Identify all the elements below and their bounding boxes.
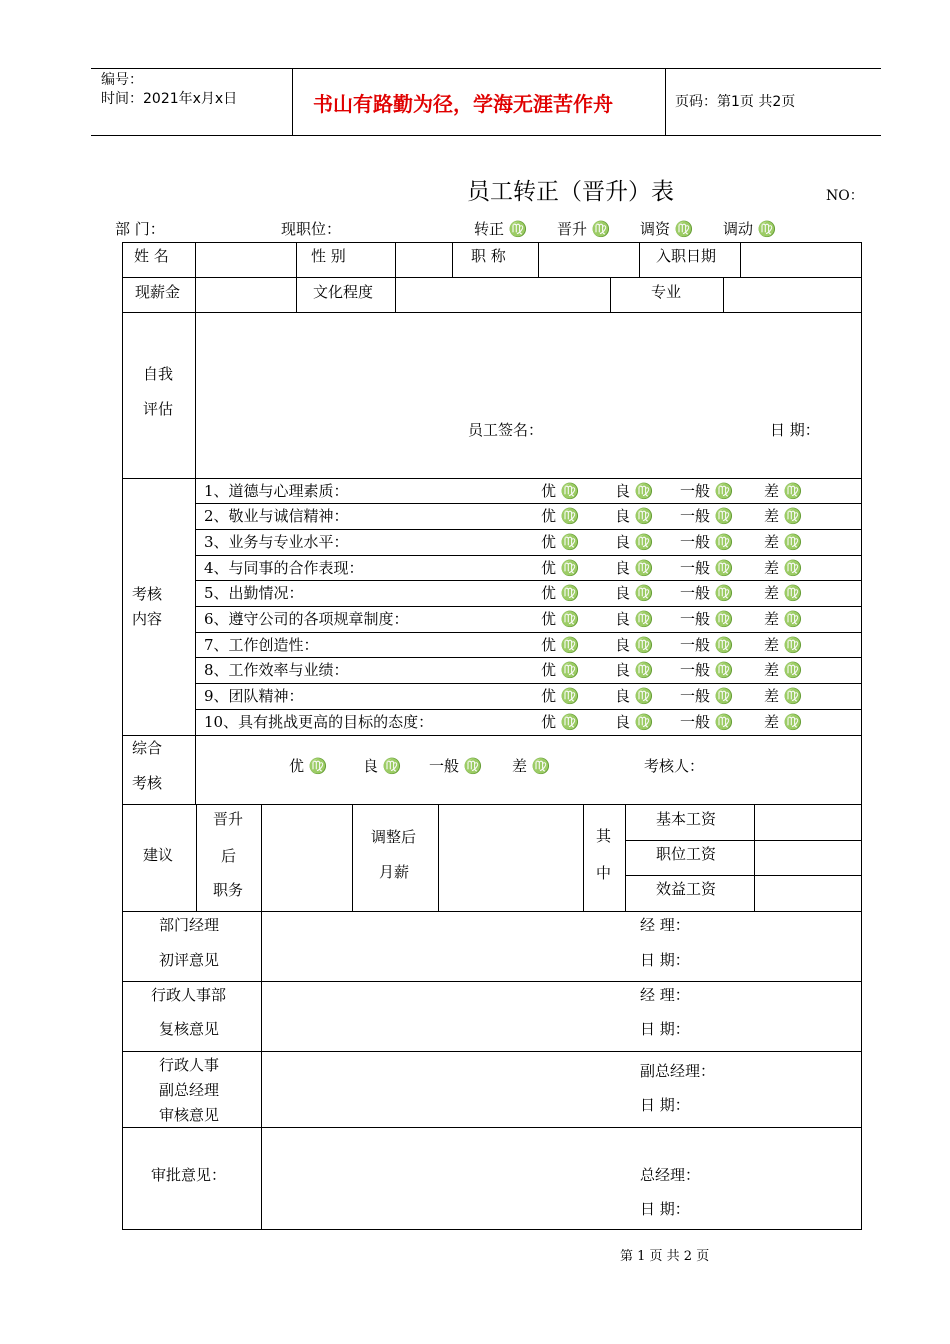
assessment-rating-excellent[interactable]: 优 ♍ <box>541 687 580 705</box>
dept-manager-date-label: 日 期： <box>640 951 690 969</box>
performance-pay-label: 效益工资 <box>656 880 717 898</box>
assessment-rating-good[interactable]: 良 ♍ <box>615 584 654 602</box>
education-field[interactable] <box>397 279 608 310</box>
hr-vp-date-label: 日 期： <box>640 1096 690 1114</box>
dept-manager-opinion-field[interactable] <box>263 913 633 979</box>
rule-self-eval <box>122 478 862 479</box>
education-label: 文化程度 <box>313 283 374 301</box>
assessment-item-label: 9、团队精神： <box>204 687 304 705</box>
rule-item-9 <box>195 709 861 710</box>
dept-manager-label-2: 初评意见 <box>159 951 220 969</box>
assessment-rating-poor[interactable]: 差 ♍ <box>764 584 803 602</box>
rule-row2 <box>122 312 862 313</box>
hire-date-label: 入职日期 <box>656 247 717 265</box>
assessment-rating-excellent[interactable]: 优 ♍ <box>541 636 580 654</box>
table-left-border <box>122 242 123 1230</box>
assessment-rating-average[interactable]: 一般 ♍ <box>680 559 734 577</box>
serial-label: 编号： <box>101 72 143 88</box>
type-regular[interactable]: 转正 ♍ <box>474 220 528 238</box>
overall-rating-excellent[interactable]: 优 ♍ <box>289 757 328 775</box>
rule-item-2 <box>195 529 861 530</box>
hr-vp-label-3: 审核意见 <box>159 1106 220 1124</box>
adjusted-salary-label-1: 调整后 <box>371 828 417 846</box>
rule-item-7 <box>195 657 861 658</box>
assessment-rating-poor[interactable]: 差 ♍ <box>764 482 803 500</box>
assessment-item-label: 4、与同事的合作表现： <box>204 559 364 577</box>
col-row1-g <box>740 242 741 277</box>
major-field[interactable] <box>725 279 859 310</box>
assessment-item-label: 7、工作创造性： <box>204 636 319 654</box>
assessment-rating-poor[interactable]: 差 ♍ <box>764 610 803 628</box>
basic-salary-field[interactable] <box>756 806 859 838</box>
col-sugg-d <box>438 804 439 911</box>
assessment-rating-good[interactable]: 良 ♍ <box>615 559 654 577</box>
assessment-item-label: 5、出勤情况： <box>204 584 304 602</box>
col-row1-d <box>452 242 453 277</box>
approval-opinion-field[interactable] <box>263 1129 633 1227</box>
assessment-rating-good[interactable]: 良 ♍ <box>615 687 654 705</box>
performance-pay-field[interactable] <box>756 877 859 909</box>
assessment-rating-average[interactable]: 一般 ♍ <box>680 661 734 679</box>
col-sugg-c <box>352 804 353 911</box>
col-row2-g <box>723 277 724 312</box>
post-label-3: 职务 <box>213 881 244 899</box>
position-label: 现职位： <box>281 220 342 238</box>
rule-item-3 <box>195 555 861 556</box>
approval-date-label: 日 期： <box>640 1200 690 1218</box>
rule-hr-vp-end <box>122 1127 862 1128</box>
overall-label-1: 综合 <box>132 739 163 757</box>
assessment-rating-excellent[interactable]: 优 ♍ <box>541 610 580 628</box>
assessment-rating-excellent[interactable]: 优 ♍ <box>541 584 580 602</box>
major-label: 专业 <box>651 283 682 301</box>
type-transfer[interactable]: 调动 ♍ <box>723 220 777 238</box>
assessment-rating-excellent[interactable]: 优 ♍ <box>541 533 580 551</box>
position-pay-label: 职位工资 <box>656 845 717 863</box>
assessment-item-label: 8、工作效率与业绩： <box>204 661 349 679</box>
self-eval-label-1: 自我 <box>143 365 174 383</box>
hr-dept-signer-label: 经 理： <box>640 986 690 1004</box>
gender-field[interactable] <box>397 244 450 275</box>
assessment-label-2: 内容 <box>132 610 163 628</box>
hr-vp-opinion-field[interactable] <box>263 1053 633 1125</box>
assessment-rating-average[interactable]: 一般 ♍ <box>680 584 734 602</box>
self-eval-label-2: 评估 <box>143 400 174 418</box>
new-post-field[interactable] <box>263 806 350 909</box>
assessment-rating-poor[interactable]: 差 ♍ <box>764 533 803 551</box>
dept-label: 部 门： <box>115 220 165 238</box>
motto: 书山有路勤为径，学海无涯苦作舟 <box>313 92 613 116</box>
assessment-rating-good[interactable]: 良 ♍ <box>615 533 654 551</box>
hr-dept-opinion-field[interactable] <box>263 983 633 1049</box>
assessment-rating-good[interactable]: 良 ♍ <box>615 507 654 525</box>
form-title: 员工转正（晋升）表 <box>467 179 674 205</box>
assessment-item-label: 1、道德与心理素质： <box>204 482 349 500</box>
header-divider-2 <box>665 68 666 136</box>
assessment-rating-excellent[interactable]: 优 ♍ <box>541 559 580 577</box>
assessment-item-label: 10、具有挑战更高的目标的态度： <box>204 713 434 731</box>
gender-label: 性 别 <box>311 247 346 265</box>
assessment-rating-excellent[interactable]: 优 ♍ <box>541 713 580 731</box>
header-divider-1 <box>292 68 293 136</box>
assessment-rating-poor[interactable]: 差 ♍ <box>764 661 803 679</box>
rule-hr-dept-end <box>122 1051 862 1052</box>
header-bottom-rule <box>91 135 881 136</box>
assessor-label: 考核人： <box>644 757 705 775</box>
hr-vp-signer-label: 副总经理： <box>640 1062 716 1080</box>
self-eval-date-label: 日 期： <box>770 421 820 439</box>
assessment-rating-poor[interactable]: 差 ♍ <box>764 636 803 654</box>
col-row2-f <box>610 277 611 312</box>
assessment-rating-poor[interactable]: 差 ♍ <box>764 507 803 525</box>
assessment-rating-average[interactable]: 一般 ♍ <box>680 636 734 654</box>
salary-label: 现薪金 <box>135 283 181 301</box>
assessment-item-label: 6、遵守公司的各项规章制度： <box>204 610 409 628</box>
hr-vp-label-1: 行政人事 <box>159 1056 220 1074</box>
post-label-1: 晋升 <box>213 810 244 828</box>
type-promotion[interactable]: 晋升 ♍ <box>557 220 611 238</box>
among-label-2: 中 <box>596 864 612 882</box>
assessment-rating-excellent[interactable]: 优 ♍ <box>541 661 580 679</box>
hr-dept-label-2: 复核意见 <box>159 1020 220 1038</box>
adjusted-salary-field[interactable] <box>440 806 581 909</box>
col-row1-b <box>296 242 297 313</box>
assessment-rating-good[interactable]: 良 ♍ <box>615 610 654 628</box>
assessment-rating-good[interactable]: 良 ♍ <box>615 636 654 654</box>
col-sugg-g <box>754 804 755 911</box>
dept-manager-signer-label: 经 理： <box>640 916 690 934</box>
hr-dept-date-label: 日 期： <box>640 1020 690 1038</box>
salary-field[interactable] <box>197 279 294 310</box>
col-sugg-e <box>583 804 584 911</box>
col-sugg-b <box>261 804 262 1229</box>
basic-salary-label: 基本工资 <box>656 810 717 828</box>
col-sugg-a <box>196 804 197 911</box>
header-top-rule <box>91 68 881 69</box>
rule-suggestion-end <box>122 911 862 912</box>
form-no-label: NO： <box>826 188 864 204</box>
rule-table-bottom <box>122 1229 862 1230</box>
rule-item-5 <box>195 606 861 607</box>
adjusted-salary-label-2: 月薪 <box>379 863 410 881</box>
post-label-2: 后 <box>221 847 237 865</box>
assessment-rating-excellent[interactable]: 优 ♍ <box>541 507 580 525</box>
assessment-rating-average[interactable]: 一般 ♍ <box>680 687 734 705</box>
title-field[interactable] <box>540 244 637 275</box>
rule-pay-2 <box>625 875 861 876</box>
assessment-rating-good[interactable]: 良 ♍ <box>615 713 654 731</box>
rule-item-1 <box>195 503 861 504</box>
type-salary-adjust[interactable]: 调资 ♍ <box>640 220 694 238</box>
page-label: 页码：第1页 共2页 <box>675 94 796 110</box>
rule-item-6 <box>195 632 861 633</box>
rule-dept-manager-end <box>122 981 862 982</box>
rule-overall-end <box>122 804 862 805</box>
name-field[interactable] <box>197 244 294 275</box>
gm-signer-label: 总经理： <box>640 1166 701 1184</box>
overall-label-2: 考核 <box>132 774 163 792</box>
overall-rating-average[interactable]: 一般 ♍ <box>429 757 483 775</box>
employee-signature-label: 员工签名： <box>468 421 544 439</box>
footer-page-number: 第 1 页 共 2 页 <box>620 1249 710 1264</box>
assessment-rating-average[interactable]: 一般 ♍ <box>680 482 734 500</box>
assessment-item-label: 2、敬业与诚信精神： <box>204 507 349 525</box>
rule-item-8 <box>195 683 861 684</box>
col-row1-a <box>195 242 196 478</box>
hr-dept-label-1: 行政人事部 <box>151 986 227 1004</box>
rule-row1 <box>122 277 862 278</box>
col-assessment <box>195 478 196 804</box>
col-row1-f <box>639 242 640 277</box>
assessment-rating-average[interactable]: 一般 ♍ <box>680 610 734 628</box>
suggestion-label: 建议 <box>143 846 174 864</box>
name-label: 姓 名 <box>134 247 169 265</box>
assessment-rating-poor[interactable]: 差 ♍ <box>764 559 803 577</box>
approval-label: 审批意见： <box>151 1166 227 1184</box>
assessment-rating-poor[interactable]: 差 ♍ <box>764 687 803 705</box>
overall-rating-good[interactable]: 良 ♍ <box>363 757 402 775</box>
rule-table-top <box>122 242 862 243</box>
among-label-1: 其 <box>596 827 612 845</box>
hire-date-field[interactable] <box>742 244 859 275</box>
hr-vp-label-2: 副总经理 <box>159 1081 220 1099</box>
self-eval-textarea[interactable] <box>197 314 859 414</box>
assessment-item-label: 3、业务与专业水平： <box>204 533 349 551</box>
assessment-rating-average[interactable]: 一般 ♍ <box>680 713 734 731</box>
col-row1-e <box>538 242 539 277</box>
position-pay-field[interactable] <box>756 842 859 873</box>
rule-assessment-end <box>122 735 862 736</box>
overall-rating-poor[interactable]: 差 ♍ <box>512 757 551 775</box>
time-label: 时间：2021年x月x日 <box>101 91 238 107</box>
rule-pay-1 <box>625 840 861 841</box>
assessment-rating-good[interactable]: 良 ♍ <box>615 661 654 679</box>
assessment-rating-poor[interactable]: 差 ♍ <box>764 713 803 731</box>
table-right-border <box>861 242 862 1230</box>
assessment-rating-good[interactable]: 良 ♍ <box>615 482 654 500</box>
assessment-rating-average[interactable]: 一般 ♍ <box>680 507 734 525</box>
rule-item-4 <box>195 580 861 581</box>
assessment-rating-average[interactable]: 一般 ♍ <box>680 533 734 551</box>
dept-manager-label-1: 部门经理 <box>159 916 220 934</box>
col-row1-c <box>395 242 396 313</box>
assessment-label-1: 考核 <box>132 585 163 603</box>
title-label: 职 称 <box>471 247 506 265</box>
assessment-rating-excellent[interactable]: 优 ♍ <box>541 482 580 500</box>
col-sugg-f <box>625 804 626 911</box>
